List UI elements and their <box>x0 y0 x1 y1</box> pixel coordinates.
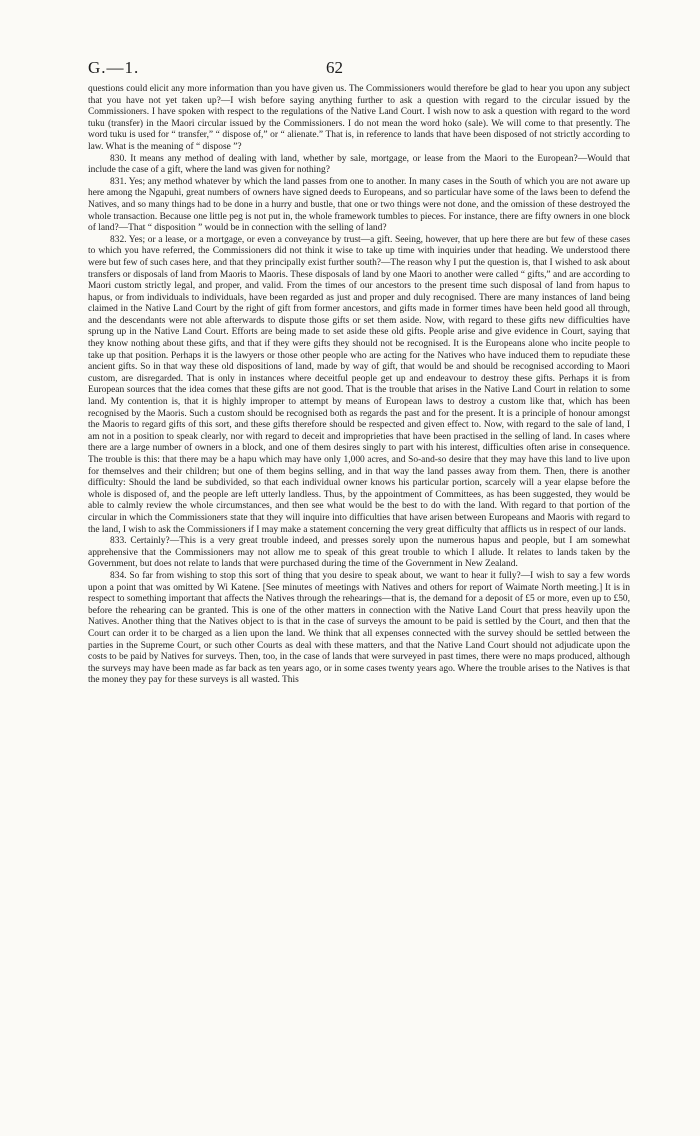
paragraph-830: 830. It means any method of dealing with land, whether by sale, mortgage, or lease from the Maori to the European?—Would that include the case of a gift, where the land was given for nothing? <box>88 153 630 176</box>
paragraph-831: 831. Yes; any method whatever by which the land passes from one to another. In many cases in the South of which you are not aware up here among the Ngapuhi, great numbers of owners have signed deeds to Europeans, and so particular have some of the laws been to defend the Natives, and so many things had to be done in a hurry and bustle, that one or two things were not done, and the omission of these destroyed the whole transaction. Because one little peg is not put in, the whole framework tumbles to pieces. For instance, there are fifty owners in one block of land?—That “ disposition ” would be in connection with the selling of land? <box>88 176 630 234</box>
paragraph-continuation: questions could elicit any more information than you have given us. The Commissioners would therefore be glad to hear you upon any subject that you have not yet taken up?—I wish before saying anything further to ask a question with regard to the circular issued by the Commissioners. I have spoken with respect to the regulations of the Native Land Court. I wish now to ask a question with regard to the word tuku (transfer) in the Maori circular issued by the Commissioners. I do not mean the word hoko (sale). We will come to that presently. The word tuku is used for “ transfer,” “ dispose of,” or “ alienate.” That is, in reference to lands that have been disposed of not strictly according to law. What is the meaning of “ dispose ”? <box>88 84 630 152</box>
page-number: 62 <box>326 58 343 77</box>
document-reference: G.—1. <box>88 58 140 77</box>
paragraph-833: 833. Certainly?—This is a very great trouble indeed, and presses sorely upon the numerous hapus and people, but I am somewhat apprehensive that the Commissioners may not allow me to speak of this great trouble to which I allude. It relates to lands taken by the Government, but does not relate to lands that were purchased during the time of the Government in New Zealand. <box>88 536 630 570</box>
body-text <box>88 84 630 687</box>
page-header <box>88 58 628 78</box>
paragraph-832: 832. Yes; or a lease, or a mortgage, or even a conveyance by trust—a gift. Seeing, however, that up here there are but few of these cases to which you have referred, the Commissioners did not think it wise to take up time with inquiries under that heading. We understood there were but few of such cases here, and that they principally exist further south?—The reason why I put the question is, that I wished to ask about transfers or disposals of land from Maoris to Maoris. These disposals of land by one Maori to another were called “ gifts,” and are according to Maori custom strictly legal, and proper, and valid. From the times of our ancestors to the present time such disposal of land from hapus to hapus, or from individuals to individuals, have been regarded as just and proper and duly recognised. There are many instances of land being claimed in the Native Land Court by the right of gift from former ancestors, and gifts made in former times have been held good all through, and the descendants were not able afterwards to dispute those gifts or set them aside. Now, with regard to these gifts new difficulties have sprung up in the Native Land Court. Efforts are being made to set aside these old gifts. People arise and give evidence in Court, saying that they know nothing about these gifts, and that if they were gifts they should not be recognised. It is the Europeans alone who incite people to take up that position. Perhaps it is the lawyers or those other people who are acting for the Natives who have induced them to repudiate these ancient gifts. So in that way these old dispositions of land, made by way of gift, that would be and should be recognised according to Maori custom, are disregarded. That is only in instances where deceitful people get up and endeavour to destroy these gifts. Perhaps it is from European sources that the idea comes that these gifts are not good. That is the trouble that arises in the Native Land Court in relation to some land. My contention is, that it is highly improper to attempt by means of European laws to destroy a custom like that, which has been recognised by the Maoris. Such a custom should be recognised both as regards the past and for the present. It is a principle of honour amongst the Maoris to regard gifts of this sort, and these gifts therefore should be respected and given effect to. Now, with regard to the sale of land, I am not in a position to speak clearly, nor with regard to deceit and improprieties that have been practised in the selling of land. In cases where there are a large number of owners in a block, and one of them desires singly to part with his interest, difficulties often arise in consequence. The trouble is this: that there may be a hapu which may have only 1,000 acres, and So-and-so desire that they may have this land to live upon for themselves and their children; but one of them begins selling, and in that way the land passes away from them. Then, there is another difficulty: Should the land be subdivided, so that each individual owner knows his particular portion, scarcely will a year elapse before the whole is disposed of, and the people are left utterly landless. Thus, by the appointment of Committees, as has been suggested, they would be able to calmly review the whole circumstances, and then see what would be the best to do with the land. With regard to that portion of the circular in which the Commissioners state that they will inquire into difficulties that have arisen between Europeans and Maoris with regard to the land, I wish to ask the Commissioners if I may make a statement concerning the very great difficulty that afflicts us in respect of our lands. <box>88 234 630 535</box>
paragraph-834: 834. So far from wishing to stop this sort of thing that you desire to speak about, we want to hear it fully?—I wish to say a few words upon a point that was omitted by Wi Katene. [See minutes of meetings with Natives and others for report of Waimate North meeting.] It is in respect to something important that affects the Natives through the rehearings—that is, the demand for a deposit of £5 or more, even up to £50, before the rehearing can be granted. This is one of the other matters in connection with the Native Land Court that press heavily upon the Natives. Another thing that the Natives object to is that in the case of surveys the amount to be paid is settled by the Court, and then that the Court can order it to be charged as a lien upon the land. We think that all expenses connected with the survey should be settled between the parties in the Supreme Court, or such other Courts as deal with these matters, and that the Native Land Court should not adjudicate upon the costs to be paid by Natives for surveys. Then, too, in the case of lands that were surveyed in past times, there were no maps produced, although the surveys may have been made as far back as ten years ago, or in some cases twenty years ago. Where the trouble arises to the Natives is that the money they pay for these surveys is all wasted. This <box>88 570 630 686</box>
